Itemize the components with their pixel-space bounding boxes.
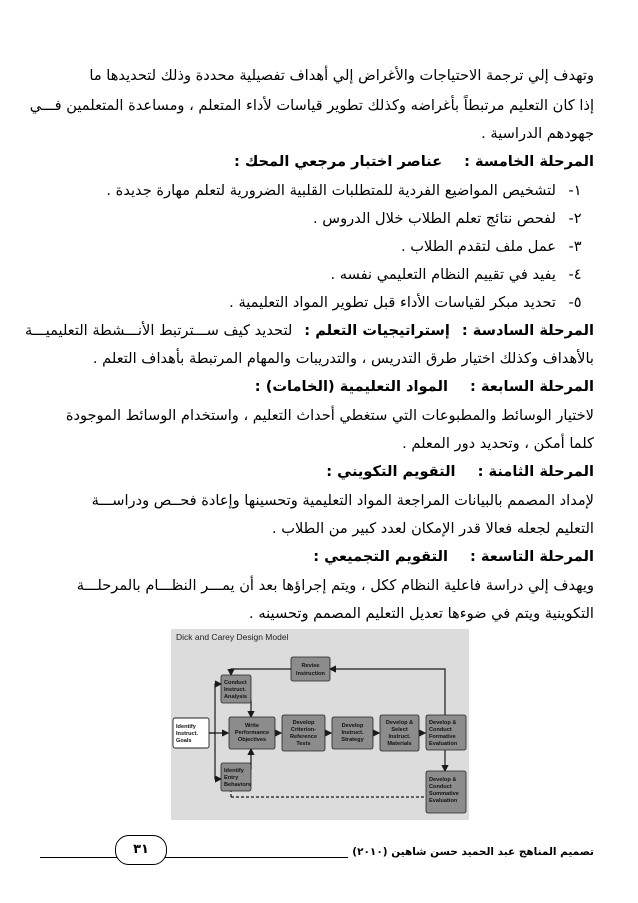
stage9-line-1: ويهدف إلي دراسة فاعلية النظام ككل ، ويتم إجراؤها بعد أن يمـــر النظـــام بالمرحلـــة — [76, 577, 594, 594]
box-text: Instruct. — [341, 730, 364, 736]
stage8-line-2: التعليم لجعله فعالا قدر الإمكان لعدد كبير من الطلاب . — [271, 520, 594, 537]
box-text: Instruct. — [388, 734, 411, 740]
box-text: Materials — [387, 741, 412, 747]
item-text: تحديد مبكر لقياسات الأداء قبل تطوير المواد التعليمية . — [229, 294, 556, 311]
box-develop-materials — [380, 715, 419, 751]
box-text: Entry — [224, 775, 239, 781]
intro-line-1: وتهدف إلي ترجمة الاحتياجات والأغراض إلي أهداف تفصيلية محددة وذلك لتحديدها ما — [89, 67, 594, 84]
dick-carey-diagram — [171, 629, 469, 820]
stage9-title: المرحلة التاسعة : — [469, 548, 594, 565]
box-entry-behaviors — [221, 763, 251, 791]
stage9-label: التقويم التجميعي : — [313, 548, 448, 565]
stage5-item-1 — [40, 181, 586, 201]
diagram-title: Dick and Carey Design Model — [176, 632, 289, 642]
box-text: Develop & — [429, 720, 457, 726]
stage6-label: إستراتيجيات التعلم : — [304, 322, 450, 339]
stage8-line-1: لإمداد المصمم بالبيانات المراجعة المواد التعليمية وتحسينها وإعادة فحــص ودراســـة — [91, 492, 594, 509]
box-text: Conduct — [224, 680, 247, 686]
item-text: لفحص نتائج تعلم الطلاب خلال الدروس . — [313, 210, 556, 227]
box-develop-strategy — [332, 717, 373, 749]
box-text: Summative — [429, 791, 459, 797]
stage5-title: المرحلة الخامسة : — [464, 153, 594, 170]
box-write-objectives — [229, 717, 275, 749]
box-revise-instruction — [291, 657, 330, 681]
box-conduct-analysis — [221, 675, 251, 703]
box-text: Objectives — [237, 737, 267, 743]
item-number: ٣- — [568, 238, 582, 255]
item-text: لتشخيص المواضيع الفردية للمتطلبات القلبية الضرورية لتعلم مهارة جديدة . — [106, 182, 556, 199]
stage7-label: المواد التعليمية (الخامات) : — [254, 378, 448, 395]
footer-text: تصميم المناهج عبد الحميد حسن شاهين (٢٠١٠) — [348, 846, 594, 858]
box-text: Analysis — [224, 694, 248, 700]
stage5-label: عناصر اختبار مرجعي المحك : — [234, 153, 443, 170]
item-number: ٥- — [568, 294, 582, 311]
box-text: Instruct. — [224, 687, 247, 693]
stage6-rest: لتحديد كيف ســـترتبط الأنـــشطة التعليميـــة — [25, 322, 293, 339]
box-text: Evaluation — [429, 798, 458, 804]
stage5-item-3 — [40, 237, 586, 257]
stage8-title: المرحلة الثامنة : — [477, 463, 594, 480]
box-text: Conduct — [429, 784, 452, 790]
box-text: Select — [391, 727, 408, 733]
box-text: Formative — [429, 734, 456, 740]
box-text: Instruct. — [176, 731, 199, 737]
page-number: ٣١ — [115, 835, 167, 865]
stage6-line-2: بالأهداف وكذلك اختيار طرق التدريس ، والتدريبات والمهام المرتبطة بأهداف التعلم . — [92, 350, 594, 367]
item-number: ٢- — [568, 210, 582, 227]
box-text: Behaviors — [224, 782, 252, 788]
box-text: Identify — [224, 768, 244, 774]
stage7-title: المرحلة السابعة : — [469, 378, 594, 395]
box-summative-evaluation — [426, 771, 466, 813]
stage6-heading — [25, 321, 594, 341]
box-formative-evaluation — [426, 715, 466, 750]
box-text: Goals — [176, 738, 192, 744]
box-identify-goals — [173, 718, 209, 748]
stage5-item-2 — [40, 209, 586, 229]
box-text: Develop — [292, 720, 315, 726]
box-text: Criterion- — [290, 727, 317, 733]
box-text: Conduct — [429, 727, 452, 733]
box-text: Revise — [301, 663, 320, 669]
box-text: Write — [245, 723, 259, 729]
stage7-line-2: كلما أمكن ، وتحديد دور المعلم . — [402, 435, 594, 452]
item-text: يفيد في تقييم النظام التعليمي نفسه . — [330, 266, 556, 283]
box-text: Develop & — [385, 720, 414, 726]
intro-line-3: جهودهم الدراسية . — [481, 125, 594, 142]
stage7-line-1: لاختيار الوسائط والمطبوعات التي ستغطي أحداث التعليم ، واستخدام الوسائط الموجودة — [65, 407, 594, 424]
box-text: Develop & — [429, 777, 457, 783]
item-number: ١- — [568, 182, 582, 199]
stage8-heading — [40, 462, 594, 482]
box-text: Tests — [296, 741, 311, 747]
stage6-title: المرحلة السادسة : — [461, 322, 594, 339]
box-text: Develop — [341, 723, 364, 729]
intro-line-2: إذا كان التعليم مرتبطاً بأغراضه وكذلك تطوير قياسات لأداء المتعلم ، ومساعدة المتعلمين فـــي — [29, 97, 594, 114]
box-develop-tests — [282, 715, 325, 751]
stage5-item-5 — [40, 293, 586, 313]
box-text: Strategy — [341, 737, 364, 743]
stage8-label: التقويم التكويني : — [326, 463, 456, 480]
box-text: Identify — [176, 724, 196, 730]
item-text: عمل ملف لتقدم الطلاب . — [401, 238, 556, 255]
box-text: Instruction — [296, 671, 325, 677]
stage9-heading — [40, 547, 594, 567]
stage5-item-4 — [40, 265, 586, 285]
box-text: Performance — [234, 730, 270, 736]
box-text: Evaluation — [429, 741, 458, 747]
stage7-heading — [40, 377, 594, 397]
box-text: Reference — [289, 734, 318, 740]
item-number: ٤- — [568, 266, 582, 283]
stage5-heading — [40, 152, 594, 172]
stage9-line-2: التكوينية ويتم في ضوءها تعديل التعليم المصمم وتحسينه . — [249, 605, 594, 622]
